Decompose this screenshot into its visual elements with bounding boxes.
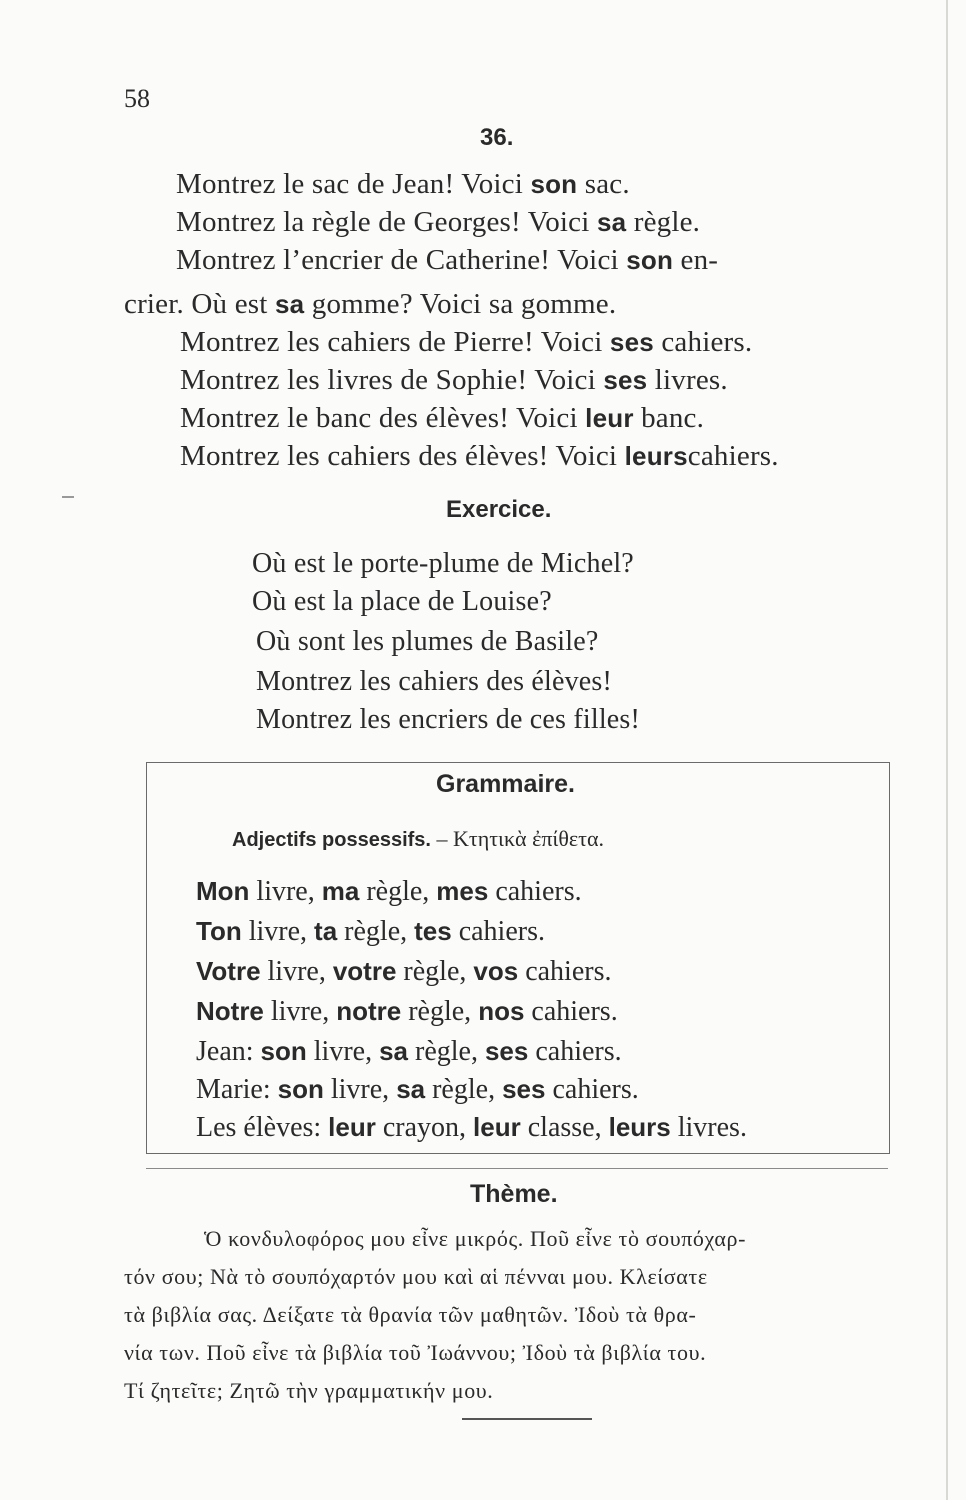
exercise-line: Montrez les encriers de ces filles! <box>256 704 641 735</box>
theme-line: Τί ζητεῖτε; Ζητῶ τὴν γραμματικήν μου. <box>124 1378 494 1403</box>
reading-line: Montrez le sac de Jean! Voici son sac. <box>176 168 630 200</box>
grammar-line: Votre livre, votre règle, vos cahiers. <box>196 956 612 987</box>
grammar-line: Marie: son livre, sa règle, ses cahiers. <box>196 1074 639 1105</box>
bottom-rule <box>462 1418 592 1420</box>
theme-line: τὰ βιβλία σας. Δείξατε τὰ θρανία τῶν μαθητῶν. Ἰδοὺ τὰ θρα- <box>124 1302 697 1327</box>
exercise-heading: Exercice. <box>446 496 552 523</box>
grammar-line: Jean: son livre, sa règle, ses cahiers. <box>196 1036 622 1067</box>
reading-line: Montrez les cahiers des élèves! Voici leurscahiers. <box>180 440 779 472</box>
exercise-line: Montrez les cahiers des élèves! <box>256 666 613 697</box>
page-number: 58 <box>124 84 150 113</box>
exercise-line: Où est la place de Louise? <box>252 586 552 617</box>
grammar-box-rule <box>146 1168 888 1169</box>
theme-line: Ὁ κονδυλοφόρος μου εἶνε μικρός. Ποῦ εἶνε τὸ σουπόχαρ- <box>204 1226 747 1251</box>
grammar-line: Les élèves: leur crayon, leur classe, leurs livres. <box>196 1112 747 1143</box>
exercise-line: Où est le porte-plume de Michel? <box>252 548 634 579</box>
reading-line: Montrez la règle de Georges! Voici sa règle. <box>176 206 701 238</box>
theme-heading: Thème. <box>470 1180 558 1208</box>
reading-line: Montrez les cahiers de Pierre! Voici ses cahiers. <box>180 326 753 358</box>
page-edge <box>946 0 948 1500</box>
grammar-line: Notre livre, notre règle, nos cahiers. <box>196 996 618 1027</box>
grammar-line: Ton livre, ta règle, tes cahiers. <box>196 916 545 947</box>
exercise-line: Où sont les plumes de Basile? <box>256 626 599 657</box>
grammar-heading: Grammaire. <box>436 770 575 798</box>
reading-line: crier. Où est sa gomme? Voici sa gomme. <box>124 288 617 320</box>
grammar-subtitle: Adjectifs possessifs. – Κτητικὰ ἐπίθετα. <box>232 826 604 851</box>
theme-line: νία των. Ποῦ εἶνε τὰ βιβλία τοῦ Ἰωάννου; Ἰδοὺ τὰ βιβλία του. <box>124 1340 707 1365</box>
reading-line: Montrez le banc des élèves! Voici leur banc. <box>180 402 705 434</box>
reading-line: Montrez les livres de Sophie! Voici ses livres. <box>180 364 728 396</box>
reading-line: Montrez l’encrier de Catherine! Voici son en- <box>176 244 719 276</box>
lesson-number: 36. <box>480 124 514 151</box>
margin-mark <box>62 496 74 498</box>
grammar-line: Mon livre, ma règle, mes cahiers. <box>196 876 582 907</box>
theme-line: τόν σου; Νὰ τὸ σουπόχαρτόν μου καὶ αἱ πένναι μου. Κλείσατε <box>124 1264 708 1289</box>
